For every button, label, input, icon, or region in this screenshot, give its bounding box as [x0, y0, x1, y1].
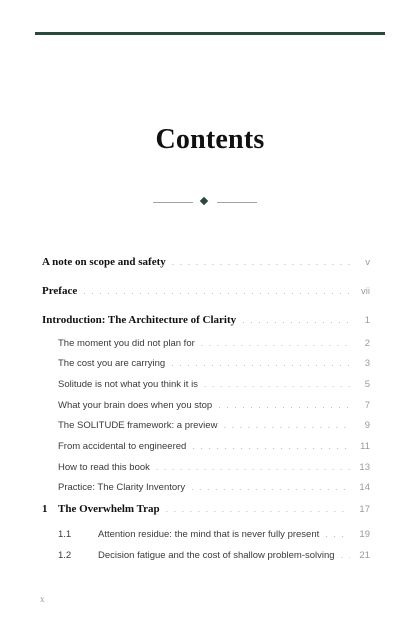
- ornament-line-right: [217, 202, 257, 203]
- toc-chapter-1[interactable]: [42, 503, 370, 523]
- dot-leader: [242, 315, 350, 325]
- top-rule: [35, 32, 385, 35]
- dot-leader: [171, 358, 350, 368]
- toc-page-number: 11: [360, 441, 370, 453]
- chapter-number: 1: [42, 503, 48, 516]
- dot-leader: [166, 504, 350, 514]
- dot-leader: [204, 379, 350, 389]
- dot-leader: [325, 529, 350, 539]
- dot-leader: [341, 550, 350, 560]
- toc-subentry[interactable]: [42, 462, 370, 477]
- toc-page-number: 2: [364, 337, 370, 349]
- toc-section[interactable]: [42, 529, 370, 544]
- dot-leader: [192, 441, 350, 451]
- section-number: 1.1: [58, 529, 72, 541]
- toc-page-number: 5: [364, 378, 370, 390]
- toc-page-number: 3: [364, 358, 370, 370]
- page-folio: x: [40, 594, 45, 604]
- toc-subentry-label: What your brain does when you stop: [58, 399, 213, 411]
- toc-page-number: 7: [364, 399, 370, 411]
- toc-subentry[interactable]: [42, 379, 370, 394]
- toc-subentry-label: From accidental to engineered: [58, 441, 187, 453]
- diamond-icon: [200, 197, 208, 205]
- toc-subentry[interactable]: [42, 338, 370, 353]
- dot-leader: [201, 338, 350, 348]
- toc-subentry-label: How to read this book: [58, 461, 150, 473]
- toc-subentry-label: Solitude is not what you think it is: [58, 378, 198, 390]
- title-ornament: [153, 196, 257, 208]
- toc-subentry[interactable]: [42, 482, 370, 497]
- toc-subentry[interactable]: [42, 400, 370, 415]
- dot-leader: [172, 257, 350, 267]
- ornament-line-left: [153, 202, 193, 203]
- section-label: Attention residue: the mind that is never fully present: [98, 529, 320, 541]
- toc-subentry-label: The SOLITUDE framework: a preview: [58, 420, 218, 432]
- dot-leader: [191, 482, 350, 492]
- toc-subentry-label: The moment you did not plan for: [58, 337, 195, 349]
- table-of-contents: [42, 256, 370, 570]
- toc-entry-label: Preface: [42, 284, 78, 297]
- dot-leader: [223, 420, 350, 430]
- toc-entry-label: A note on scope and safety: [42, 256, 166, 268]
- toc-entry-introduction[interactable]: [42, 314, 370, 334]
- toc-page-number: v: [365, 257, 370, 268]
- toc-page-number: 1: [364, 314, 370, 326]
- toc-subentry[interactable]: [42, 420, 370, 435]
- toc-page-number: vii: [361, 285, 370, 297]
- section-label: Decision fatigue and the cost of shallow problem-solving: [98, 549, 335, 561]
- toc-page-number: 17: [359, 504, 370, 516]
- toc-page-number: 19: [359, 529, 370, 541]
- toc-section[interactable]: [42, 550, 370, 565]
- toc-subentry-label: The cost you are carrying: [58, 358, 166, 370]
- dot-leader: [218, 400, 350, 410]
- toc-entry-preface[interactable]: [42, 285, 370, 305]
- section-number: 1.2: [58, 549, 72, 561]
- page-title: Contents: [155, 124, 265, 155]
- toc-entry-scope[interactable]: [42, 256, 370, 276]
- toc-page-number: 21: [359, 549, 370, 561]
- dot-leader: [83, 286, 350, 296]
- dot-leader: [156, 462, 350, 472]
- toc-subentry[interactable]: [42, 441, 370, 456]
- toc-subentry-label: Practice: The Clarity Inventory: [58, 482, 186, 494]
- toc-page-number: 13: [359, 461, 370, 473]
- chapter-label: The Overwhelm Trap: [58, 503, 160, 516]
- toc-entry-label: Introduction: The Architecture of Clarity: [42, 313, 237, 326]
- toc-subentry[interactable]: [42, 358, 370, 373]
- toc-page-number: 9: [364, 420, 370, 432]
- toc-page-number: 14: [359, 482, 370, 494]
